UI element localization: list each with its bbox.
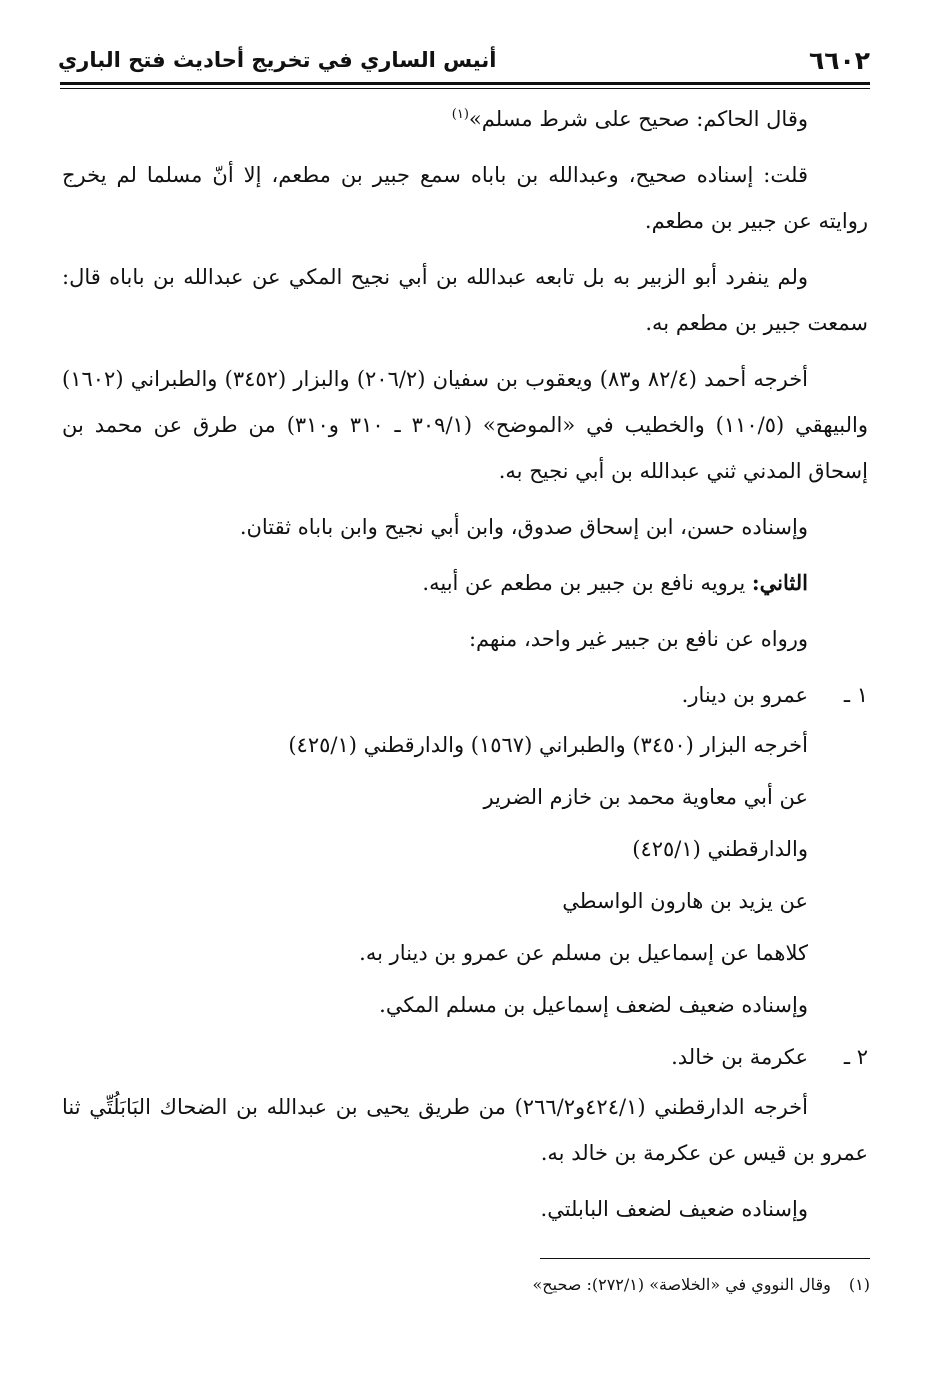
second-route-label: الثاني: bbox=[751, 570, 808, 595]
list-item-1-line: وإسناده ضعيف لضعف إسماعيل بن مسلم المكي. bbox=[379, 993, 808, 1017]
paragraph-qultu: قلت: إسناده صحيح، وعبدالله بن باباه سمع جبير بن مطعم، إلا أنّ مسلما لم يخرج روايته عن جبير بن مطعم. bbox=[62, 163, 868, 233]
list-item-1-line: عن يزيد بن هارون الواسطي bbox=[562, 889, 808, 913]
footnote-number: (١) bbox=[848, 1275, 870, 1294]
list-item-1-line: أخرجه البزار (٣٤٥٠) والطبراني (١٥٦٧) والدارقطني (٤٢٥/١) bbox=[288, 733, 808, 757]
list-item-1-heading bbox=[62, 672, 868, 718]
paragraph-hakim-text: وقال الحاكم: صحيح على شرط مسلم» bbox=[468, 107, 808, 131]
running-title: أنيس الساري في تخريج أحاديث فتح الباري bbox=[58, 48, 497, 72]
list-item-2-number: ٢ ـ bbox=[843, 1045, 868, 1069]
list-item-1-line: والدارقطني (٤٢٥/١) bbox=[632, 837, 808, 861]
page-header bbox=[58, 40, 870, 80]
paragraph-isnad-hasan: وإسناده حسن، ابن إسحاق صدوق، وابن أبي نجيح وابن باباه ثقتان. bbox=[239, 515, 808, 539]
paragraph-isnad-daif: وإسناده ضعيف لضعف البابلتي. bbox=[540, 1197, 808, 1221]
list-item-1-title: عمرو بن دينار. bbox=[681, 683, 808, 707]
list-item-1-line: كلاهما عن إسماعيل بن مسلم عن عمرو بن دينار به. bbox=[359, 941, 808, 965]
footnote bbox=[62, 1270, 870, 1300]
footnote-text: وقال النووي في «الخلاصة» (٢٧٢/١): صحيح» bbox=[532, 1275, 831, 1294]
paragraph-mutaba: ولم ينفرد أبو الزبير به بل تابعه عبدالله بن أبي نجيح المكي عن عبدالله بن باباه قال: سمعت جبير بن مطعم به. bbox=[62, 265, 868, 335]
paragraph-takhrij-2: أخرجه الدارقطني (٤٢٤/١و٢٦٦/٢) من طريق يحيى بن عبدالله بن الضحاك البَابَلُتِّي ثنا عمرو بن قيس عن عكرمة بن خالد به. bbox=[62, 1095, 868, 1165]
header-rule-thick bbox=[60, 82, 870, 85]
list-item-2-title: عكرمة بن خالد. bbox=[671, 1045, 808, 1069]
paragraph-narrators-intro: ورواه عن نافع بن جبير غير واحد، منهم: bbox=[468, 627, 808, 651]
footnote-ref: (١) bbox=[451, 107, 469, 122]
paragraph-takhrij-1: أخرجه أحمد (٨٢/٤ و٨٣) ويعقوب بن سفيان (٢٠٦/٢) والبزار (٣٤٥٢) والطبراني (١٦٠٢) والبيهقي (١١٠/٥) والخطيب في «الموضح» (٣٠٩/١ ـ ٣١٠ و٣١٠) من طرق عن محمد بن إسحاق المدني ثني عبدالله بن أبي نجيح به. bbox=[62, 367, 868, 483]
second-route-text: يرويه نافع بن جبير بن مطعم عن أبيه. bbox=[422, 571, 752, 595]
paragraph-second-route bbox=[62, 560, 868, 606]
list-item-2-heading bbox=[62, 1034, 868, 1080]
header-rule-thin bbox=[60, 88, 870, 89]
list-item-1-number: ١ ـ bbox=[843, 683, 868, 707]
footnote-rule bbox=[540, 1258, 870, 1259]
list-item-1-line: عن أبي معاوية محمد بن خازم الضرير bbox=[483, 785, 808, 809]
body-text bbox=[62, 96, 868, 1242]
paragraph-hakim bbox=[62, 96, 868, 142]
page-number: ٦٦٠٢ bbox=[808, 45, 870, 75]
